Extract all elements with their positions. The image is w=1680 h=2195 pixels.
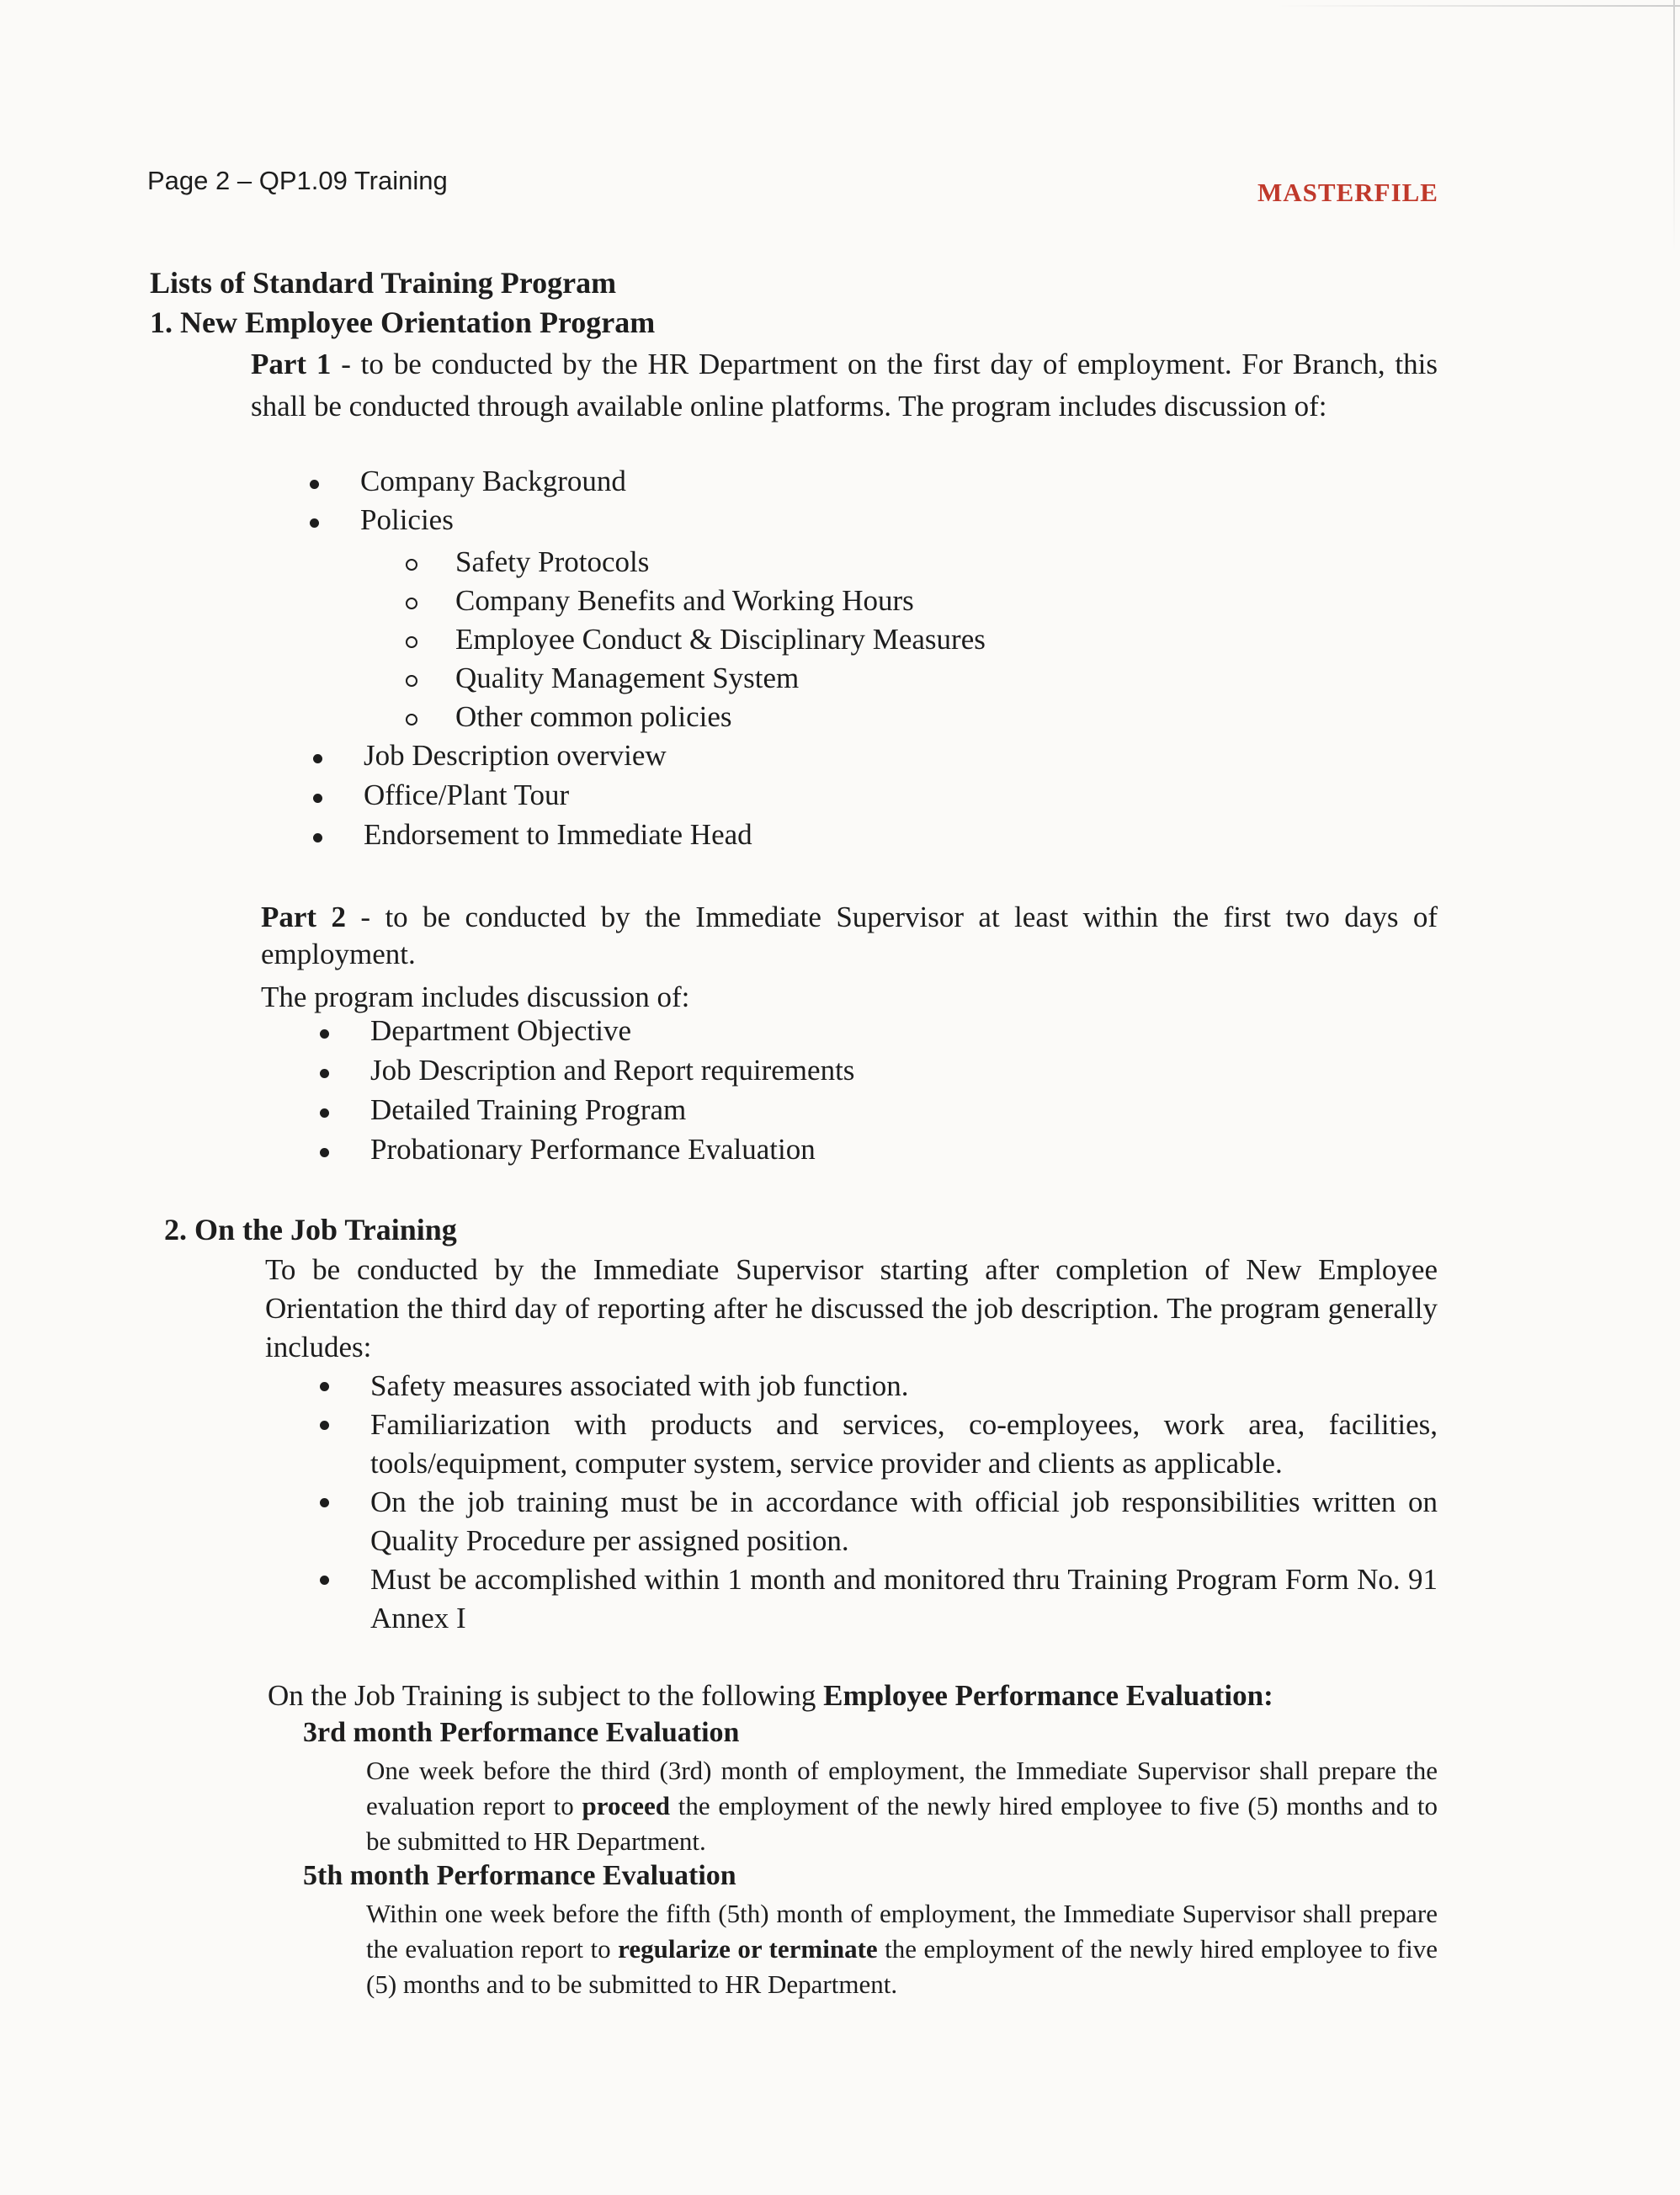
list-item: Safety Protocols (406, 545, 986, 584)
list-item: Job Description overview (313, 739, 752, 779)
eval-3rd-month-text (366, 1753, 1438, 1859)
policies-sublist (406, 545, 986, 739)
list-item: Job Description and Report requirements (320, 1054, 854, 1093)
part-1-paragraph (251, 343, 1438, 428)
list-item: Detailed Training Program (320, 1093, 854, 1133)
part-1-topics-list (310, 465, 626, 542)
list-item: Company Benefits and Working Hours (406, 584, 986, 623)
eval-5th-month-heading: 5th month Performance Evaluation (303, 1860, 736, 1891)
list-item: Endorsement to Immediate Head (313, 818, 752, 858)
evaluation-intro (268, 1675, 1446, 1717)
eval-3rd-text-a: One week before the third (3rd) month of employment, the Immediate Supervisor shall prepare the evaluation report to (366, 1756, 1438, 1820)
part-2-text: - to be conducted by the Immediate Supervisor at least within the first two days of employment. (261, 901, 1438, 970)
part-2-paragraph (261, 899, 1438, 973)
section-2-heading: 2. On the Job Training (164, 1213, 457, 1246)
list-item: Familiarization with products and services, co-employees, work area, facilities, tools/equipment, computer system, service provider and clients as applicable. (320, 1406, 1438, 1483)
list-item: Policies (310, 503, 626, 542)
list-item: Other common policies (406, 700, 986, 739)
section-2-paragraph: To be conducted by the Immediate Supervisor starting after completion of New Employee Orientation the third day of reporting after he discussed the job description. The program generally includes: (265, 1253, 1438, 1363)
section-1-heading: 1. New Employee Orientation Program (150, 306, 656, 339)
list-item: Safety measures associated with job function. (320, 1367, 1438, 1406)
list-item: Must be accomplished within 1 month and monitored thru Training Program Form No. 91 Annex I (320, 1560, 1438, 1638)
part-1-label: Part 1 (251, 348, 332, 380)
masterfile-stamp: MASTERFILE (1257, 178, 1438, 207)
evaluation-intro-bold: Employee Performance Evaluation: (823, 1679, 1273, 1712)
evaluation-intro-text: On the Job Training is subject to the following (268, 1679, 824, 1712)
document-title: Lists of Standard Training Program (150, 266, 617, 300)
page-header-label: Page 2 – QP1.09 Training (147, 166, 448, 195)
list-item: Probationary Performance Evaluation (320, 1133, 854, 1172)
eval-3rd-month-heading: 3rd month Performance Evaluation (303, 1717, 740, 1748)
list-item: Quality Management System (406, 662, 986, 700)
part-1-text: - to be conducted by the HR Department on the first day of employment. For Branch, this shall be conducted through available online platforms. The program includes discussion of: (251, 348, 1438, 423)
part-1-topics-list-continued (313, 739, 752, 858)
list-item: On the job training must be in accordance with official job responsibilities written on Quality Procedure per assigned position. (320, 1483, 1438, 1560)
list-item: Office/Plant Tour (313, 779, 752, 818)
part-2-label: Part 2 (261, 901, 346, 933)
list-item: Employee Conduct & Disciplinary Measures (406, 623, 986, 662)
ojt-requirements-list (320, 1367, 1438, 1638)
eval-3rd-text-b: the employment of the newly hired employee to five (5) months and to be submitted to HR Department. (366, 1791, 1438, 1856)
part-2-intro: The program includes discussion of: (261, 981, 690, 1013)
scan-edge-line (1276, 5, 1680, 7)
eval-3rd-text-bold: proceed (582, 1791, 670, 1820)
eval-5th-month-text (366, 1896, 1438, 2002)
eval-5th-text-b: the employment of the newly hired employee to five (5) months and to be submitted to HR Department. (366, 1934, 1438, 1999)
list-item: Department Objective (320, 1014, 854, 1054)
list-item: Company Background (310, 465, 626, 503)
eval-5th-text-a: Within one week before the fifth (5th) month of employment, the Immediate Supervisor shall prepare the evaluation report to (366, 1899, 1438, 1964)
part-2-topics-list (320, 1014, 854, 1172)
eval-5th-text-bold: regularize or terminate (618, 1934, 878, 1964)
scan-edge-shadow (1673, 0, 1675, 252)
